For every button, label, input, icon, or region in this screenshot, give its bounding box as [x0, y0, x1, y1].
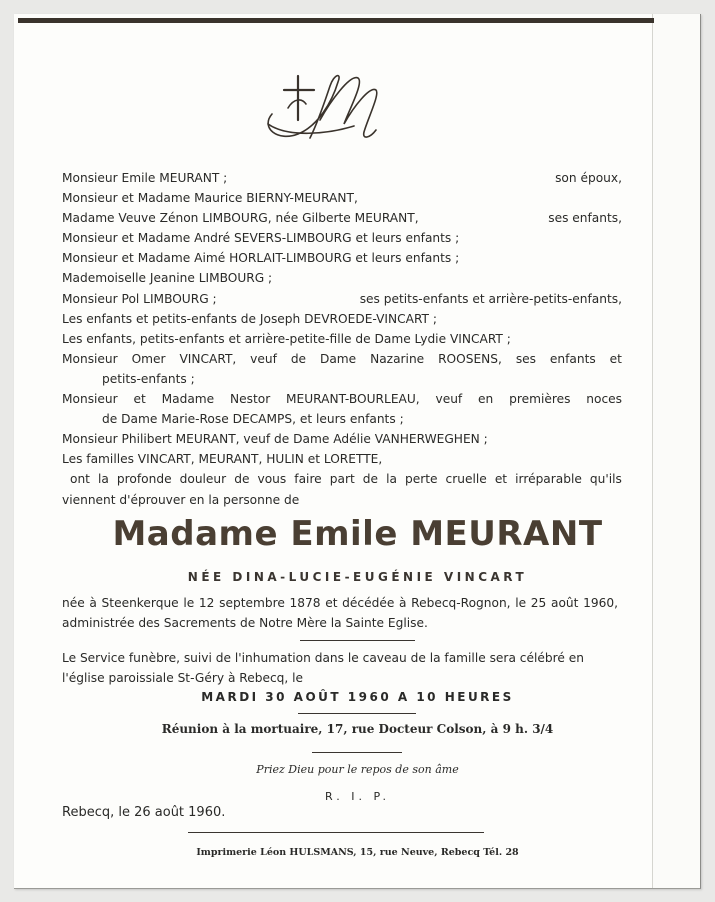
family-line-nestor: Monsieur et Madame Nestor MEURANT-BOURLEAU, veuf en premières noces — [62, 392, 622, 407]
monogram-letter: M — [348, 145, 350, 147]
family-line: Monsieur Emile MEURANT ; son époux, — [62, 171, 622, 185]
maiden-name: NÉE DINA-LUCIE-EUGÉNIE VINCART — [187, 570, 528, 584]
family-line-continued: de Dame Marie-Rose DECAMPS, et leurs enfants ; — [102, 412, 404, 427]
family-line: Mademoiselle Jeanine LIMBOURG ; — [62, 271, 273, 286]
service-date: MARDI 30 AOÛT 1960 A 10 HEURES — [201, 690, 514, 704]
family-line-families: Les familles VINCART, MEURANT, HULIN et LORETTE, — [62, 452, 383, 467]
divider — [298, 713, 416, 714]
douleur-line-continued: viennent d'éprouver en la personne de — [62, 492, 300, 507]
family-announcement-list — [62, 168, 622, 510]
divider — [300, 640, 415, 641]
cross-monogram-icon — [258, 68, 384, 150]
top-border-rule — [18, 18, 654, 23]
family-line-continued: petits-enfants ; — [102, 371, 195, 386]
family-line-philibert: Monsieur Philibert MEURANT, veuf de Dame Adélie VANHERWEGHEN ; — [62, 432, 488, 447]
family-line: Madame Veuve Zénon LIMBOURG, née Gilberte MEURANT, ses enfants, — [62, 211, 622, 226]
douleur-line: ont la profonde douleur de vous faire part de la perte cruelle et irréparable qu'ils — [70, 472, 622, 487]
family-line-omer: Monsieur Omer VINCART, veuf de Dame Nazarine ROOSENS, ses enfants et — [62, 351, 622, 366]
divider — [188, 832, 484, 833]
rip-line: R. I. P. — [325, 790, 390, 803]
prayer-line: Priez Dieu pour le repos de son âme — [256, 763, 459, 776]
gathering-address: Réunion à la mortuaire, 17, rue Docteur Colson, à 9 h. 3/4 — [161, 722, 554, 736]
deceased-name: Madame Emile MEURANT — [112, 514, 603, 554]
family-line: Les enfants et petits-enfants de Joseph DEVROEDE-VINCART ; — [62, 311, 437, 326]
place-and-date: Rebecq, le 26 août 1960. — [62, 805, 226, 820]
family-line: Monsieur et Madame André SEVERS-LIMBOURG et leurs enfants ; — [62, 231, 460, 246]
divider — [312, 752, 402, 753]
family-line: Monsieur Pol LIMBOURG ; ses petits-enfants et arrière-petits-enfants, — [62, 291, 622, 306]
printer-credit: Imprimerie Léon HULSMANS, 15, rue Neuve, Rebecq Tél. 28 — [196, 847, 519, 858]
family-line: Les enfants, petits-enfants et arrière-petite-fille de Dame Lydie VINCART ; — [62, 331, 511, 346]
family-line: Monsieur et Madame Maurice BIERNY-MEURANT, — [62, 191, 358, 206]
family-line: Monsieur et Madame Aimé HORLAIT-LIMBOURG et leurs enfants ; — [62, 251, 460, 266]
funeral-service-text: Le Service funèbre, suivi de l'inhumation dans le caveau de la famille sera célébré en l'église paroissiale St-Géry à Rebecq, le — [62, 651, 584, 685]
birth-death-details: née à Steenkerque le 12 septembre 1878 et décédée à Rebecq-Rognon, le 25 août 1960, administrée des Sacrements de Notre Mère la Sainte Eglise. — [62, 596, 618, 630]
